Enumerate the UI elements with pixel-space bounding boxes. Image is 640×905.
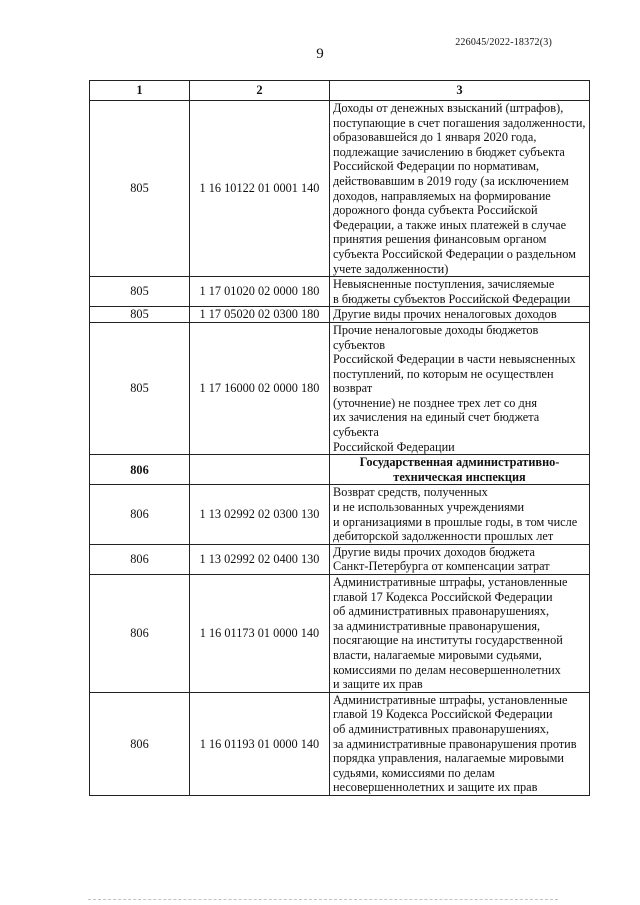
budget-classification-code-cell: [190, 455, 330, 485]
description-line: Доходы от денежных взысканий (штрафов),: [333, 101, 564, 115]
table-row: [90, 277, 590, 307]
admin-code-cell: 806: [90, 485, 190, 544]
description-line: порядка управления, налагаемые мировыми: [333, 751, 565, 766]
description-line: действовавшим в 2019 году (за исключением: [333, 173, 569, 188]
table-row: [90, 307, 590, 323]
admin-code-cell: 805: [90, 322, 190, 454]
revenue-description-cell: [330, 455, 590, 485]
column-header: 1: [90, 81, 190, 101]
revenue-description-cell: [330, 485, 590, 544]
table-row: [90, 322, 590, 454]
table-row: [90, 101, 590, 277]
description-line: об административных правонарушениях,: [333, 604, 550, 619]
document-id: 226045/2022-18372(3): [455, 37, 552, 48]
description-line: комиссиями по делам несовершеннолетних: [333, 662, 561, 677]
description-line: принятия решения финансовым органом: [333, 232, 547, 247]
description-line: посягающие на институты государственной: [333, 633, 563, 648]
description-line: Другие виды прочих доходов бюджета: [333, 544, 535, 559]
description-line: Административные штрафы, установленные: [333, 692, 568, 707]
description-line: образовавшейся до 1 января 2020 года,: [333, 130, 537, 145]
description-line: власти, налагаемые мировыми судьями,: [333, 647, 542, 662]
description-line: за административные правонарушения против: [333, 736, 577, 751]
table-row: [90, 575, 590, 693]
revenue-description-cell: [330, 692, 590, 795]
admin-code-cell: 806: [90, 544, 190, 574]
budget-classification-code-cell: 1 16 10122 01 0001 140: [190, 101, 330, 277]
description-line: техническая инспекция: [393, 469, 526, 484]
description-line: Санкт-Петербурга от компенсации затрат: [333, 559, 550, 574]
description-line: главой 19 Кодекса Российской Федерации: [333, 707, 553, 722]
description-line: об административных правонарушениях,: [333, 721, 550, 736]
description-line: за административные правонарушения,: [333, 618, 541, 633]
description-line: подлежащие зачислению в бюджет субъекта: [333, 144, 565, 159]
description-line: Российской Федерации в части невыясненных: [333, 352, 576, 367]
description-line: Административные штрафы, установленные: [333, 575, 568, 589]
table-row: [90, 485, 590, 544]
description-line: Невыясненные поступления, зачисляемые: [333, 277, 555, 292]
column-header: 3: [330, 81, 590, 101]
admin-code-cell: 806: [90, 692, 190, 795]
description-line: дебиторской задолженности прошлых лет: [333, 529, 554, 544]
description-line: Прочие неналоговые доходы бюджетов субъектов: [333, 322, 539, 352]
revenue-codes-table: [89, 80, 590, 796]
description-line: несовершеннолетних и защите их прав: [333, 780, 538, 795]
revenue-description-cell: [330, 322, 590, 454]
description-line: в бюджеты субъектов Российской Федерации: [333, 291, 571, 306]
description-line: главой 17 Кодекса Российской Федерации: [333, 589, 553, 604]
budget-classification-code-cell: 1 13 02992 02 0400 130: [190, 544, 330, 574]
column-header: 2: [190, 81, 330, 101]
description-line: и организациями в прошлые годы, в том числе: [333, 514, 578, 529]
revenue-description-cell: [330, 575, 590, 693]
table-row: [90, 455, 590, 485]
description-line: поступающие в счет погашения задолженности,: [333, 115, 586, 130]
budget-classification-code-cell: 1 17 05020 02 0300 180: [190, 307, 330, 323]
revenue-description-cell: [330, 277, 590, 307]
budget-classification-code-cell: 1 16 01173 01 0000 140: [190, 575, 330, 693]
description-line: Российской Федерации: [333, 439, 455, 454]
description-line: субъекта Российской Федерации о раздельном: [333, 246, 576, 261]
admin-code-cell: 805: [90, 307, 190, 323]
revenue-description-cell: [330, 101, 590, 277]
description-line: Федерации, а также иных платежей в случае: [333, 217, 567, 232]
description-line: судьями, комиссиями по делам: [333, 765, 495, 780]
budget-classification-code-cell: 1 17 16000 02 0000 180: [190, 322, 330, 454]
table-row: [90, 692, 590, 795]
admin-code-cell: 805: [90, 277, 190, 307]
description-line: (уточнение) не позднее трех лет со дня: [333, 395, 538, 410]
description-line: их зачисления на единый счет бюджета субъекта: [333, 410, 540, 440]
table-header-row: [90, 81, 590, 101]
budget-classification-code-cell: 1 16 01193 01 0000 140: [190, 692, 330, 795]
description-line: поступлений, по которым не осуществлен возврат: [333, 366, 554, 396]
description-line: Государственная административно-: [359, 455, 560, 470]
budget-classification-code-cell: 1 13 02992 02 0300 130: [190, 485, 330, 544]
description-line: и защите их прав: [333, 677, 423, 692]
description-line: Возврат средств, полученных: [333, 485, 488, 500]
revenue-description-cell: [330, 307, 590, 323]
budget-classification-code-cell: 1 17 01020 02 0000 180: [190, 277, 330, 307]
description-line: учете задолженности): [333, 261, 449, 276]
description-line: Другие виды прочих неналоговых доходов: [333, 307, 557, 322]
description-line: дорожного фонда субъекта Российской: [333, 203, 538, 218]
page-number: 9: [316, 46, 324, 62]
description-line: доходов, направляемых на формирование: [333, 188, 551, 203]
description-line: и не использованных учреждениями: [333, 500, 525, 515]
table-body: [90, 101, 590, 796]
description-line: Российской Федерации по нормативам,: [333, 159, 540, 174]
revenue-description-cell: [330, 544, 590, 574]
admin-code-cell: 806: [90, 575, 190, 693]
admin-code-cell: 805: [90, 101, 190, 277]
page-footer-divider: [88, 899, 558, 903]
admin-code-cell: 806: [90, 455, 190, 485]
table-row: [90, 544, 590, 574]
